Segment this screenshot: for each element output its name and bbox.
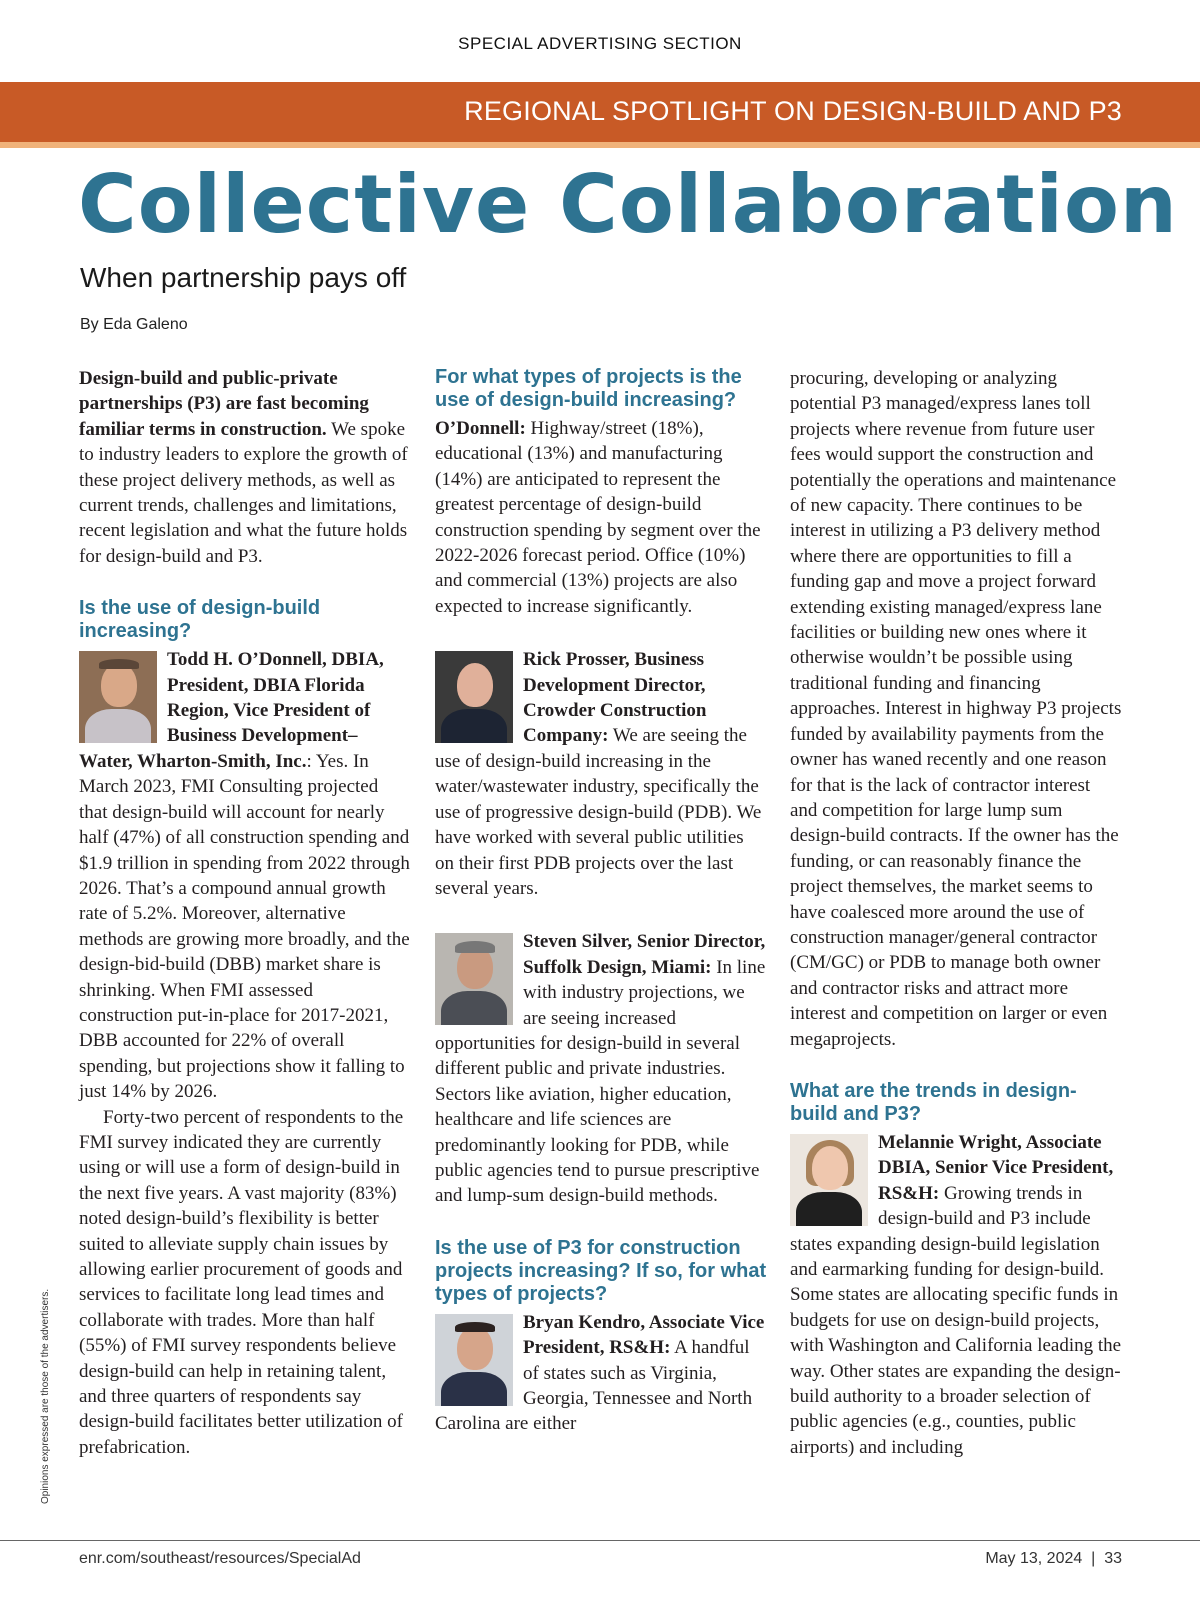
speaker-name: Bryan Kendro, Associate Vice President, RS&H: [523,1311,765,1359]
speaker-name: Steven Silver, Senior Director, Suffolk Design, Miami: [523,931,766,978]
portrait-photo [790,1134,868,1226]
intro-bold: Design-build and public-private partnerships (P3) are fast becoming familiar terms in construction. [79,368,369,440]
footer-date-page: May 13, 2024 | 33 [985,1550,1122,1567]
portrait-photo [435,933,513,1025]
speaker-name: Melannie Wright, Associate DBIA, Senior Vice President, RS&H: [878,1131,1114,1204]
intro-text: We spoke to industry leaders to explore the growth of these project delivery methods, as well as current trends, challenges and limitations, recent legislation and what the future holds for design-build and P3. [79,418,408,567]
portrait-photo [435,1314,513,1406]
answer-text: : Yes. In March 2023, FMI Consulting projected that design-build will account for nearly half (47%) of all construction spending and $1.9 trillion in spending from 2022 through 2026. That’s a compound annual growth rate of 5.2%. Moreover, alternative methods are growing more broadly, and the design-bid-build (DBB) market share is shrinking. When FMI assessed construction put-in-place for 2017-2021, DBB accounted for 22% of overall spending, but projections show it falling to just 14% by 2026. [79,750,410,1103]
portrait-photo [435,651,513,743]
question-heading: For what types of projects is the use of design-build increasing? [435,366,742,411]
column-3 [790,366,1122,1460]
byline: By Eda Galeno [80,316,188,333]
section-banner [0,82,1200,148]
answer-text: A handful of states such as Virginia, Georgia, Tennessee and North Carolina are either [435,1337,753,1435]
article-title: Collective Collaboration [78,158,1178,251]
intro-paragraph [79,366,411,569]
answer-text: Highway/street (18%), educational (13%) and manufacturing (14%) are anticipated to represent the greatest percentage of design-build construction spending by segment over the 2022-2026 forecast period. Office (10%) and commercial (13%) projects are also expected to increase significantly. [435,418,761,617]
question-heading: Is the use of P3 for construction projects increasing? If so, for what types of projects? [435,1236,767,1305]
column-1 [79,366,411,1460]
column-2 [435,366,767,1437]
footer-divider [0,1540,1200,1541]
section-label: SPECIAL ADVERTISING SECTION [458,34,742,53]
disclaimer-note: Opinions expressed are those of the advertisers. [40,1288,51,1504]
answer-text: In line with industry projections, we are seeing increased opportunities for design-build in several different public and private industries. Sectors like aviation, higher education, healthcare and life sciences are predominantly looking for PDB, while public agencies tend to pursue prescriptive and lump-sum design-build methods. [435,956,766,1207]
speaker-name: Todd H. O’Donnell, DBIA, President, DBIA Florida Region, Vice President of Business Development–Water, Wharton-Smith, Inc. [79,649,384,772]
footer-url[interactable]: enr.com/southeast/resources/SpecialAd [79,1550,361,1567]
question-heading: What are the trends in design-build and P3? [790,1079,1077,1125]
speaker-name: O’Donnell: [435,418,526,439]
answer-paragraph [435,416,767,619]
answer-paragraph: Forty-two percent of respondents to the FMI survey indicated they are currently using or will use a form of design-build in the next five years. A vast majority (83%) noted design-build’s flexibility is better suited to alleviate supply chain issues by allowing earlier procurement of goods and services to facilitate long lead times and collaborate with trades. More than half (55%) of FMI survey respondents believe design-build can help in retaining talent, and three quarters of respondents say design-build facilitates better utilization of prefabrication. [79,1106,404,1458]
answer-text: We are seeing the use of design-build increasing in the water/wastewater industry, specifically the use of progressive design-build (PDB). We have worked with several public utilities on their first PDB projects over the last several years. [435,725,762,899]
banner-title: REGIONAL SPOTLIGHT ON DESIGN-BUILD AND P3 [464,96,1122,126]
article-subtitle: When partnership pays off [80,262,407,293]
answer-paragraph: procuring, developing or analyzing potential P3 managed/express lanes toll projects where revenue from future user fees would support the construction and potentially the operations and maintenance of new capacity. There continues to be interest in utilizing a P3 delivery method where there are opportunities to fill a funding gap and move a project forward extending existing managed/express lane facilities or building new ones where it otherwise wouldn’t be possible using traditional funding and financing approaches. Interest in highway P3 projects funded by availability payments from the owner has waned recently and one reason for that is the lack of contractor interest and competition for large lump sum design-build contracts. If the owner has the funding, or can reasonably finance the project themselves, the market seems to have coalesced more around the use of construction manager/general contractor (CM/GC) or PDB to manage both owner and contractor risks and attract more interest and competition on larger or even megaprojects. [790,368,1122,1050]
speaker-name: Rick Prosser, Business Development Director, Crowder Construction Company: [523,649,707,747]
question-heading: Is the use of design-build increasing? [79,597,321,643]
answer-text: Growing trends in design-build and P3 include states expanding design-build legislation and earmarking funding for design-build. Some states are allocating specific funds in budgets for use on design-build projects, with Washington and California leading the way. Other states are expanding the design-build authority to a broader selection of public agencies (e.g., counties, public airports) and including [790,1182,1122,1458]
portrait-photo [79,651,157,743]
